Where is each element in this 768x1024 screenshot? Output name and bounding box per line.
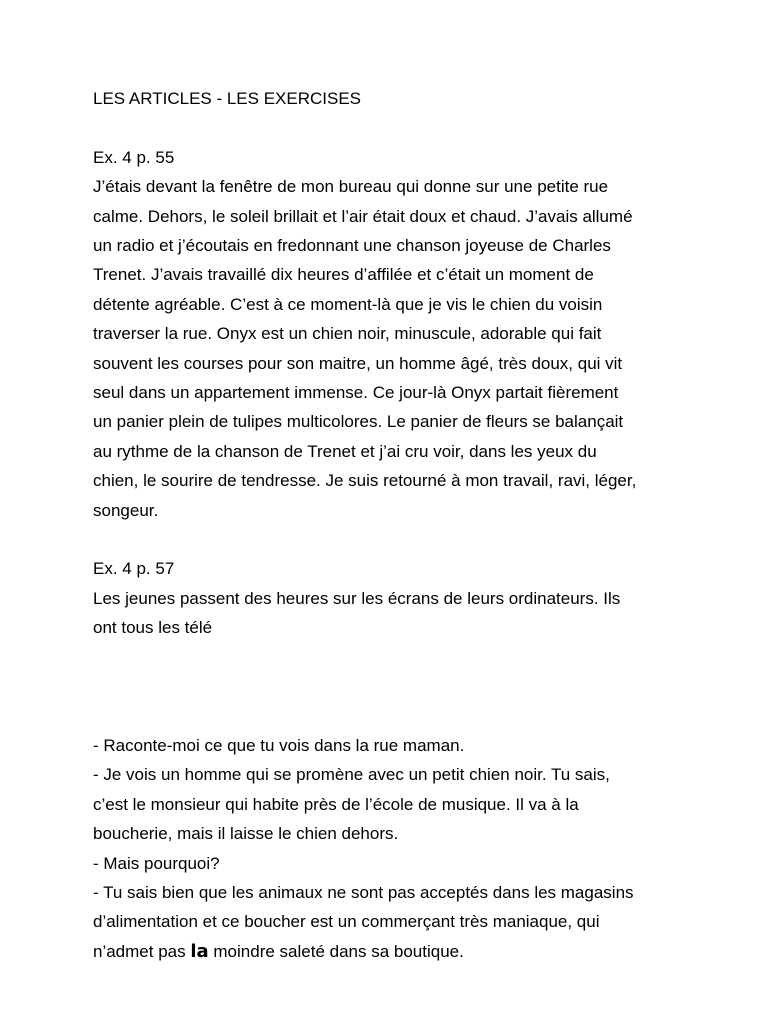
text-segment: n’admet pas: [93, 941, 191, 961]
spacer: [93, 643, 693, 731]
document-title: LES ARTICLES - LES EXERCISES: [93, 89, 362, 108]
paragraph-line: un panier plein de tulipes multicolores. Le panier de fleurs se balançait: [93, 412, 624, 432]
paragraph-line: J’étais devant la fenêtre de mon bureau qui donne sur une petite rue: [93, 177, 609, 197]
paragraph-line: détente agréable. C’est à ce moment-là que je vis le chien du voisin: [93, 294, 603, 314]
paragraph-line: Trenet. J’avais travaillé dix heures d’affilée et c’était un moment de: [93, 265, 594, 285]
paragraph-line: ont tous les télé: [93, 618, 213, 638]
dialogue-line-last: [93, 937, 693, 966]
exercise-section-2: [93, 554, 693, 642]
dialogue-line: - Mais pourquoi?: [93, 853, 220, 873]
exercise-section-1: [93, 143, 693, 525]
text-segment: moindre saleté dans sa boutique.: [208, 941, 464, 961]
spacer: [93, 525, 693, 554]
paragraph-line: seul dans un appartement immense. Ce jour-là Onyx partait fièrement: [93, 383, 619, 403]
dialogue-line: d’alimentation et ce boucher est un commerçant très maniaque, qui: [93, 912, 600, 932]
paragraph-line: calme. Dehors, le soleil brillait et l’air était doux et chaud. J’avais allumé: [93, 206, 633, 226]
dialogue-line: c’est le monsieur qui habite près de l’école de musique. Il va à la: [93, 794, 579, 814]
paragraph-line: un radio et j’écoutais en fredonnant une chanson joyeuse de Charles: [93, 236, 611, 256]
paragraph-line: souvent les courses pour son maitre, un homme âgé, très doux, qui vit: [93, 353, 623, 373]
paragraph-line: chien, le sourire de tendresse. Je suis retourné à mon travail, ravi, léger,: [93, 471, 637, 491]
exercise-heading: Ex. 4 p. 55: [93, 147, 175, 167]
dialogue-section: [93, 731, 693, 966]
dialogue-line: boucherie, mais il laisse le chien dehors.: [93, 824, 399, 844]
paragraph-line: Les jeunes passent des heures sur les écrans de leurs ordinateurs. Ils: [93, 588, 621, 608]
dialogue-line: - Tu sais bien que les animaux ne sont pas acceptés dans les magasins: [93, 882, 634, 902]
bold-word: la: [190, 940, 209, 962]
spacer: [93, 113, 693, 142]
paragraph-line: songeur.: [93, 500, 159, 520]
document-page: [93, 84, 693, 966]
paragraph-line: au rythme de la chanson de Trenet et j’ai cru voir, dans les yeux du: [93, 441, 597, 461]
paragraph-line: traverser la rue. Onyx est un chien noir, minuscule, adorable qui fait: [93, 324, 602, 344]
exercise-heading: Ex. 4 p. 57: [93, 559, 175, 579]
dialogue-line: - Je vois un homme qui se promène avec un petit chien noir. Tu sais,: [93, 765, 610, 785]
dialogue-line: - Raconte-moi ce que tu vois dans la rue maman.: [93, 735, 465, 755]
